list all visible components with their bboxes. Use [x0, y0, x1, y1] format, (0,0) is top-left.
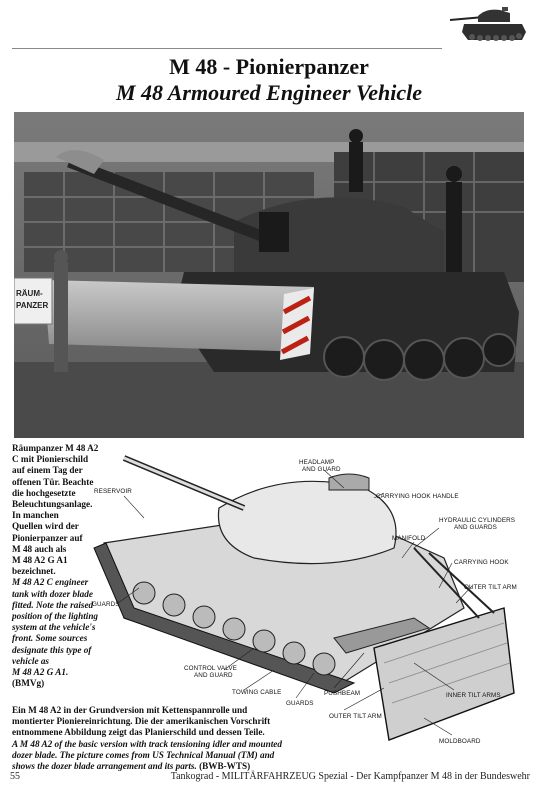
raeumpanzer-sign: RÄUM-	[16, 289, 43, 298]
caption-de-line: bezeichnet.	[12, 566, 56, 577]
dozer-blade-diagram	[84, 448, 530, 748]
label-inner-tilt-arms: INNER TILT ARMS	[446, 692, 501, 699]
caption-en-line: front. Some sources	[12, 633, 88, 644]
label-outer-tilt-arm-bottom: OUTER TILT ARM	[329, 713, 382, 720]
caption-en-line: system at the vehicle's	[12, 622, 96, 633]
header-rule	[12, 48, 442, 49]
caption-en-line: vehicle as	[12, 655, 49, 666]
caption-en-line: M 48 A2 C engineer	[12, 577, 89, 588]
caption-en-line: A M 48 A2 of the basic version with track tensioning idler and mounted	[12, 738, 282, 749]
caption-de-line: die hochgesetzte	[12, 487, 76, 498]
label-pushbeam: PUSHBEAM	[324, 690, 361, 697]
caption-de-line: Räumpanzer M 48 A2	[12, 443, 99, 453]
caption-en-line: position of the lighting	[12, 611, 99, 622]
caption-de-line: Beleuchtungsanlage.	[12, 499, 93, 510]
caption-de-line: M 48 A2 G A1	[12, 555, 68, 566]
caption-de-line: Pionierpanzer auf	[12, 532, 83, 543]
caption-en-line: fitted. Note the raised	[12, 599, 94, 610]
caption-de-line: M 48 auch als	[12, 543, 67, 554]
label-control-valve: CONTROL VALVE	[184, 665, 237, 672]
caption-de-line: montierter Pioniereinrichtung. Die der amerikanischen Vorschrift	[12, 716, 271, 727]
page-subtitle: M 48 Armoured Engineer Vehicle	[116, 80, 422, 105]
label-control-valve-guard: AND GUARD	[194, 672, 233, 679]
label-guards-left: GUARDS	[92, 601, 120, 608]
label-manifold: MANIFOLD	[392, 535, 426, 542]
page-number: 55	[10, 771, 20, 782]
label-carrying-hook: CARRYING HOOK	[454, 559, 509, 566]
series-title: Tankograd - MILITÄRFAHRZEUG Spezial - Der Kampfpanzer M 48 in der Bundeswehr	[170, 771, 530, 782]
raeumpanzer-sign-line2: PANZER	[16, 301, 49, 310]
label-headlamp: HEADLAMP	[299, 459, 335, 466]
caption-de-line: Ein M 48 A2 in der Grundversion mit Kettenspannrolle und	[12, 705, 248, 715]
caption-de-line: Quellen wird der	[12, 521, 79, 532]
caption-de-line: offenen Tür. Beachte	[12, 476, 94, 487]
header-tank-silhouette-icon	[448, 4, 528, 50]
caption-de-line: auf einem Tag der	[12, 465, 83, 476]
caption-en-line: dozer blade. The picture comes from US Technical Manual (TM) and	[12, 749, 275, 760]
label-moldboard: MOLDBOARD	[439, 738, 481, 745]
caption-en-line: designate this type of	[12, 644, 92, 655]
caption-de-line: In manchen	[12, 510, 59, 521]
caption-en-line: tank with dozer blade	[12, 588, 93, 599]
caption-en-line: shows the dozer blade arrangement and its parts.	[12, 761, 197, 772]
caption-de-line: C mit Pionierschild	[12, 454, 89, 465]
caption-de-line: entnommene Abbildung zeigt das Planierschild und dessen Teile.	[12, 727, 265, 738]
diagram-caption	[12, 705, 532, 772]
caption-en-line: M 48 A2 G A1.	[12, 667, 69, 678]
label-carrying-hook-handle: CARRYING HOOK HANDLE	[376, 493, 459, 500]
label-hydraulic-guards: AND GUARDS	[454, 524, 497, 531]
label-reservoir: RESERVOIR	[94, 488, 132, 495]
page-footer	[10, 771, 530, 782]
label-hydraulic-cylinders: HYDRAULIC CYLINDERS	[439, 517, 516, 524]
page-title: M 48 - Pionierpanzer	[169, 54, 369, 79]
label-towing-cable: TOWING CABLE	[232, 689, 282, 696]
photo-credit: (BMVg)	[12, 678, 45, 689]
label-headlamp-guard: AND GUARD	[302, 466, 341, 473]
label-outer-tilt-arm-top: OUTER TILT ARM	[464, 584, 517, 591]
diagram-credit: (BWB-WTS)	[199, 761, 251, 772]
engineer-tank-photo	[14, 112, 524, 438]
label-guards-bottom: GUARDS	[286, 700, 314, 707]
